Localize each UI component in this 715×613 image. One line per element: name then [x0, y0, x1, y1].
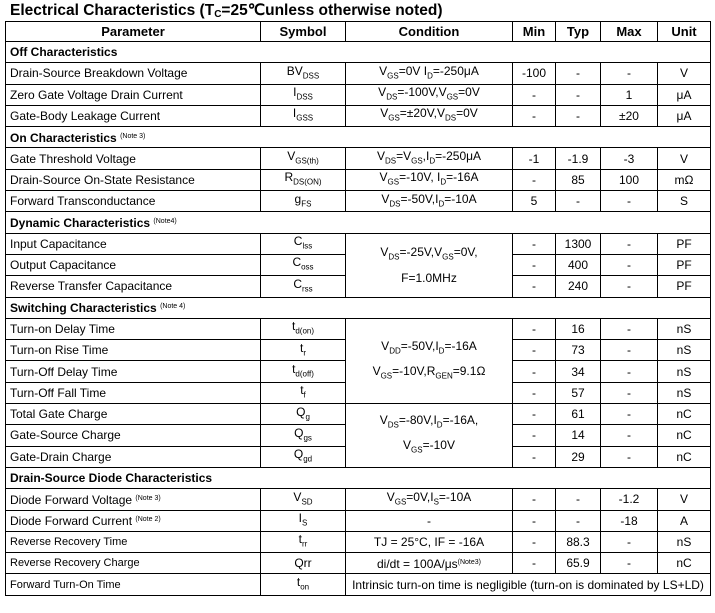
table-row — [6, 105, 711, 126]
min-cell: - — [513, 553, 556, 574]
symbol-cell: $g_{FS}$ — [261, 191, 346, 212]
min-cell: - — [513, 425, 556, 446]
typ-cell: 14 — [556, 425, 601, 446]
min-cell: - — [513, 105, 556, 126]
table-row — [6, 191, 711, 212]
min-cell: - — [513, 361, 556, 382]
section-dynamic: Dynamic Characteristics $^{(Note4)}$ — [6, 212, 711, 233]
unit-cell: nS — [658, 361, 711, 382]
section-row — [6, 467, 711, 488]
table-row — [6, 63, 711, 84]
param-cell: Gate-Source Charge — [6, 425, 261, 446]
param-cell: Turn-Off Fall Time — [6, 382, 261, 403]
min-cell: - — [513, 276, 556, 297]
header-min: Min — [513, 22, 556, 42]
min-cell: - — [513, 446, 556, 467]
param-cell: Diode Forward Current $^{(Note 2)}$ — [6, 510, 261, 531]
min-cell: - — [513, 254, 556, 275]
symbol-cell: $Q_{gs}$ — [261, 425, 346, 446]
condition-cell: $V_{GS}=0V,I_S=-10A$ — [346, 489, 513, 510]
symbol-cell: $t_{rr}$ — [261, 531, 346, 552]
max-cell: ±20 — [601, 105, 658, 126]
unit-cell: S — [658, 191, 711, 212]
typ-cell: -1.9 — [556, 148, 601, 169]
section-diode: Drain-Source Diode Characteristics — [6, 467, 711, 488]
unit-cell: nC — [658, 553, 711, 574]
unit-cell: V — [658, 63, 711, 84]
unit-cell: V — [658, 489, 711, 510]
header-row — [6, 22, 711, 42]
min-cell: 5 — [513, 191, 556, 212]
section-row — [6, 42, 711, 63]
max-cell: -3 — [601, 148, 658, 169]
section-row — [6, 127, 711, 148]
max-cell: - — [601, 425, 658, 446]
condition-cell-merged: Intrinsic turn-on time is negligible (turn-on is dominated by LS+LD) — [346, 574, 711, 595]
typ-cell: - — [556, 63, 601, 84]
section-on: On Characteristics $^{(Note 3)}$ — [6, 127, 711, 148]
max-cell: - — [601, 63, 658, 84]
max-cell: - — [601, 361, 658, 382]
min-cell: -1 — [513, 148, 556, 169]
param-cell: Zero Gate Voltage Drain Current — [6, 84, 261, 105]
param-cell: Drain-Source Breakdown Voltage — [6, 63, 261, 84]
unit-cell: V — [658, 148, 711, 169]
param-cell: Reverse Transfer Capacitance — [6, 276, 261, 297]
unit-cell: nS — [658, 340, 711, 361]
param-cell: Turn-on Delay Time — [6, 318, 261, 339]
min-cell: - — [513, 169, 556, 190]
header-condition: Condition — [346, 22, 513, 42]
min-cell: - — [513, 340, 556, 361]
max-cell: - — [601, 276, 658, 297]
condition-cell: $V_{DS}=-50V,I_D=-10A$ — [346, 191, 513, 212]
typ-cell: - — [556, 489, 601, 510]
min-cell: - — [513, 404, 556, 425]
max-cell: -18 — [601, 510, 658, 531]
max-cell: - — [601, 382, 658, 403]
unit-cell: mΩ — [658, 169, 711, 190]
typ-cell: - — [556, 105, 601, 126]
symbol-cell: $I_S$ — [261, 510, 346, 531]
param-cell: Forward Turn-On Time — [6, 574, 261, 595]
param-cell: Turn-Off Delay Time — [6, 361, 261, 382]
table-row — [6, 169, 711, 190]
table-row — [6, 318, 711, 339]
typ-cell: 400 — [556, 254, 601, 275]
unit-cell: nC — [658, 425, 711, 446]
min-cell: -100 — [513, 63, 556, 84]
min-cell: - — [513, 318, 556, 339]
symbol-cell: $Q_{gd}$ — [261, 446, 346, 467]
symbol-cell: $Q_g$ — [261, 404, 346, 425]
condition-cell-merged: $V_{DS}=-25V,V_{GS}=0V$, F=1.0MHz — [346, 233, 513, 297]
param-cell: Gate Threshold Voltage — [6, 148, 261, 169]
param-cell: Reverse Recovery Charge — [6, 553, 261, 574]
unit-cell: μA — [658, 84, 711, 105]
max-cell: - — [601, 233, 658, 254]
typ-cell: - — [556, 84, 601, 105]
table-row — [6, 84, 711, 105]
typ-cell: - — [556, 191, 601, 212]
header-max: Max — [601, 22, 658, 42]
electrical-characteristics-table — [5, 21, 711, 596]
symbol-cell: $t_f$ — [261, 382, 346, 403]
table-row — [6, 553, 711, 574]
param-cell: Gate-Body Leakage Current — [6, 105, 261, 126]
typ-cell: 240 — [556, 276, 601, 297]
unit-cell: μA — [658, 105, 711, 126]
max-cell: - — [601, 531, 658, 552]
param-cell: Forward Transconductance — [6, 191, 261, 212]
typ-cell: 1300 — [556, 233, 601, 254]
typ-cell: 73 — [556, 340, 601, 361]
header-typ: Typ — [556, 22, 601, 42]
header-unit: Unit — [658, 22, 711, 42]
param-cell: Turn-on Rise Time — [6, 340, 261, 361]
max-cell: - — [601, 191, 658, 212]
table-title: Electrical Characteristics ($T_C=25℃unless$ otherwise noted) — [10, 2, 443, 20]
table-row — [6, 148, 711, 169]
condition-cell: $V_{DS}=-100V,V_{GS}=0V$ — [346, 84, 513, 105]
condition-cell: $V_{GS}=\pm 20V,V_{DS}=0V$ — [346, 105, 513, 126]
condition-cell-merged: $V_{DD}=-50V,I_D=-16A$ $V_{GS}=-10V,R_{GEN}=9.1\Omega$ — [346, 318, 513, 403]
max-cell: - — [601, 254, 658, 275]
table-row — [6, 510, 711, 531]
unit-cell: nS — [658, 531, 711, 552]
section-row — [6, 297, 711, 318]
symbol-cell: $C_{oss}$ — [261, 254, 346, 275]
header-parameter: Parameter — [6, 22, 261, 42]
max-cell: - — [601, 340, 658, 361]
typ-cell: 29 — [556, 446, 601, 467]
symbol-cell: $t_r$ — [261, 340, 346, 361]
symbol-cell: $C_{lss}$ — [261, 233, 346, 254]
unit-cell: PF — [658, 276, 711, 297]
max-cell: - — [601, 446, 658, 467]
typ-cell: 65.9 — [556, 553, 601, 574]
symbol-cell: $t_{d(on)}$ — [261, 318, 346, 339]
min-cell: - — [513, 510, 556, 531]
min-cell: - — [513, 531, 556, 552]
unit-cell: PF — [658, 233, 711, 254]
symbol-cell: $t_{on}$ — [261, 574, 346, 595]
table-row — [6, 233, 711, 254]
max-cell: - — [601, 404, 658, 425]
symbol-cell: $V_{SD}$ — [261, 489, 346, 510]
param-cell: Total Gate Charge — [6, 404, 261, 425]
min-cell: - — [513, 233, 556, 254]
condition-cell: $V_{GS}=0V$ $I_D=-250\mu A$ — [346, 63, 513, 84]
max-cell: - — [601, 318, 658, 339]
symbol-cell: $I_{DSS}$ — [261, 84, 346, 105]
param-cell: Gate-Drain Charge — [6, 446, 261, 467]
typ-cell: 16 — [556, 318, 601, 339]
typ-cell: 85 — [556, 169, 601, 190]
unit-cell: nC — [658, 404, 711, 425]
table-row — [6, 574, 711, 595]
typ-cell: 34 — [556, 361, 601, 382]
typ-cell: 57 — [556, 382, 601, 403]
section-switching: Switching Characteristics $^{(Note 4)}$ — [6, 297, 711, 318]
symbol-cell: $t_{d(off)}$ — [261, 361, 346, 382]
table-row — [6, 531, 711, 552]
condition-cell: $V_{DS}=V_{GS},I_D=-250\mu A$ — [346, 148, 513, 169]
section-row — [6, 212, 711, 233]
param-cell: Reverse Recovery Time — [6, 531, 261, 552]
condition-cell: - — [346, 510, 513, 531]
unit-cell: A — [658, 510, 711, 531]
section-off: Off Characteristics — [6, 42, 711, 63]
min-cell: - — [513, 489, 556, 510]
symbol-cell: Qrr — [261, 553, 346, 574]
unit-cell: nC — [658, 446, 711, 467]
symbol-cell: $V_{GS(th)}$ — [261, 148, 346, 169]
symbol-cell: $BV_{DSS}$ — [261, 63, 346, 84]
condition-cell: di/dt = 100A/μs$^{(Note3)}$ — [346, 553, 513, 574]
min-cell: - — [513, 84, 556, 105]
symbol-cell: $C_{rss}$ — [261, 276, 346, 297]
table-row — [6, 404, 711, 425]
param-cell: Diode Forward Voltage $^{(Note 3)}$ — [6, 489, 261, 510]
max-cell: -1.2 — [601, 489, 658, 510]
condition-cell-merged: $V_{DS}=-80V,I_D=-16A$, $V_{GS}=-10V$ — [346, 404, 513, 468]
unit-cell: nS — [658, 382, 711, 403]
symbol-cell: $R_{DS(ON)}$ — [261, 169, 346, 190]
max-cell: 100 — [601, 169, 658, 190]
param-cell: Input Capacitance — [6, 233, 261, 254]
table-row — [6, 489, 711, 510]
unit-cell: PF — [658, 254, 711, 275]
condition-cell: TJ = 25°C, IF = -16A — [346, 531, 513, 552]
typ-cell: 88.3 — [556, 531, 601, 552]
header-symbol: Symbol — [261, 22, 346, 42]
param-cell: Output Capacitance — [6, 254, 261, 275]
max-cell: 1 — [601, 84, 658, 105]
unit-cell: nS — [658, 318, 711, 339]
typ-cell: 61 — [556, 404, 601, 425]
typ-cell: - — [556, 510, 601, 531]
max-cell: - — [601, 553, 658, 574]
param-cell: Drain-Source On-State Resistance — [6, 169, 261, 190]
symbol-cell: $I_{GSS}$ — [261, 105, 346, 126]
condition-cell: $V_{GS}=-10V$, $I_D=-16A$ — [346, 169, 513, 190]
min-cell: - — [513, 382, 556, 403]
